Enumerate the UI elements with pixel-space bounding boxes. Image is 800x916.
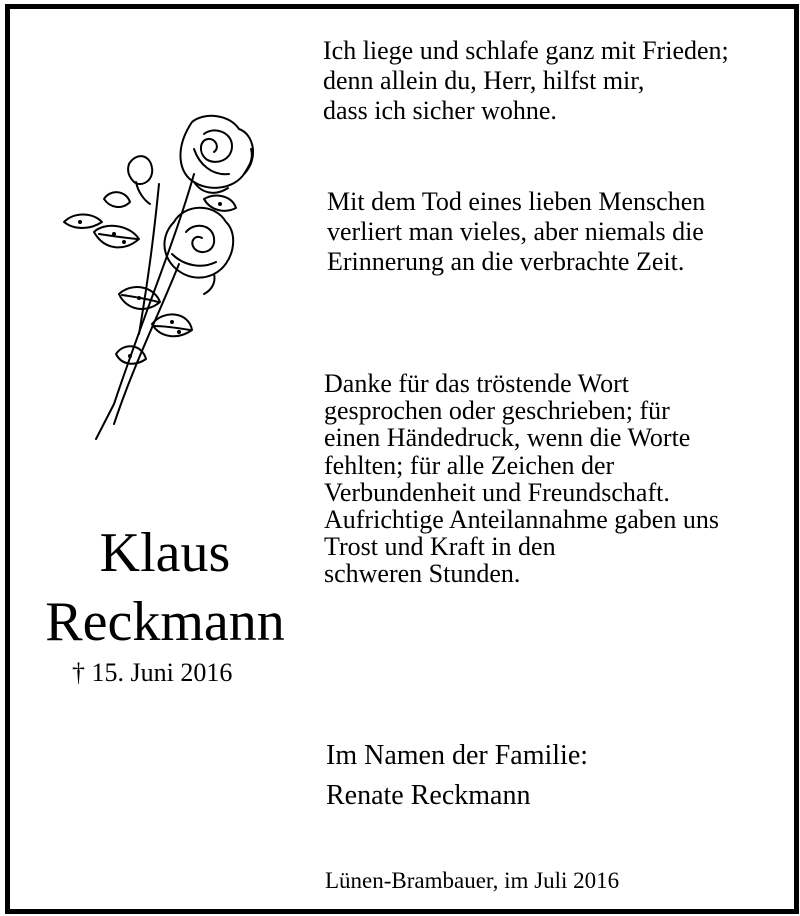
- thanks-line: Danke für das tröstende Wort: [324, 369, 630, 398]
- quote-line: verliert man vieles, aber niemals die: [327, 217, 704, 246]
- psalm-line: denn allein du, Herr, hilfst mir,: [323, 66, 645, 95]
- death-date: † 15. Juni 2016: [72, 658, 233, 687]
- deceased-first-name: Klaus: [99, 522, 231, 584]
- thanks-line: einen Händedruck, wenn die Worte: [324, 423, 691, 453]
- thanks-line: gesprochen oder geschrieben; für: [324, 396, 670, 426]
- quote-line: Mit dem Tod eines lieben Menschen: [327, 187, 706, 216]
- thanks-text: [324, 370, 719, 588]
- memory-quote: [327, 187, 705, 277]
- family-intro: Im Namen der Familie:: [326, 740, 589, 771]
- thanks-line: Trost und Kraft in den: [324, 532, 556, 562]
- psalm-line: Ich liege und schlafe ganz mit Frieden;: [323, 36, 729, 65]
- family-name: Renate Reckmann: [326, 780, 531, 811]
- psalm-verse: [323, 36, 729, 126]
- deceased-last-name: Reckmann: [45, 591, 285, 653]
- thanks-line: Verbundenheit und Freundschaft.: [324, 477, 670, 507]
- place-and-date: Lünen-Brambauer, im Juli 2016: [325, 868, 620, 893]
- psalm-line: dass ich sicher wohne.: [323, 96, 557, 125]
- thanks-line: fehlten; für alle Zeichen der: [324, 450, 615, 480]
- rose-icon: [44, 104, 264, 444]
- quote-line: Erinnerung an die verbrachte Zeit.: [327, 247, 685, 276]
- family-signature: [326, 736, 588, 816]
- thanks-line: schweren Stunden.: [324, 559, 521, 589]
- thanks-line: Aufrichtige Anteilannahme gaben uns: [324, 505, 719, 535]
